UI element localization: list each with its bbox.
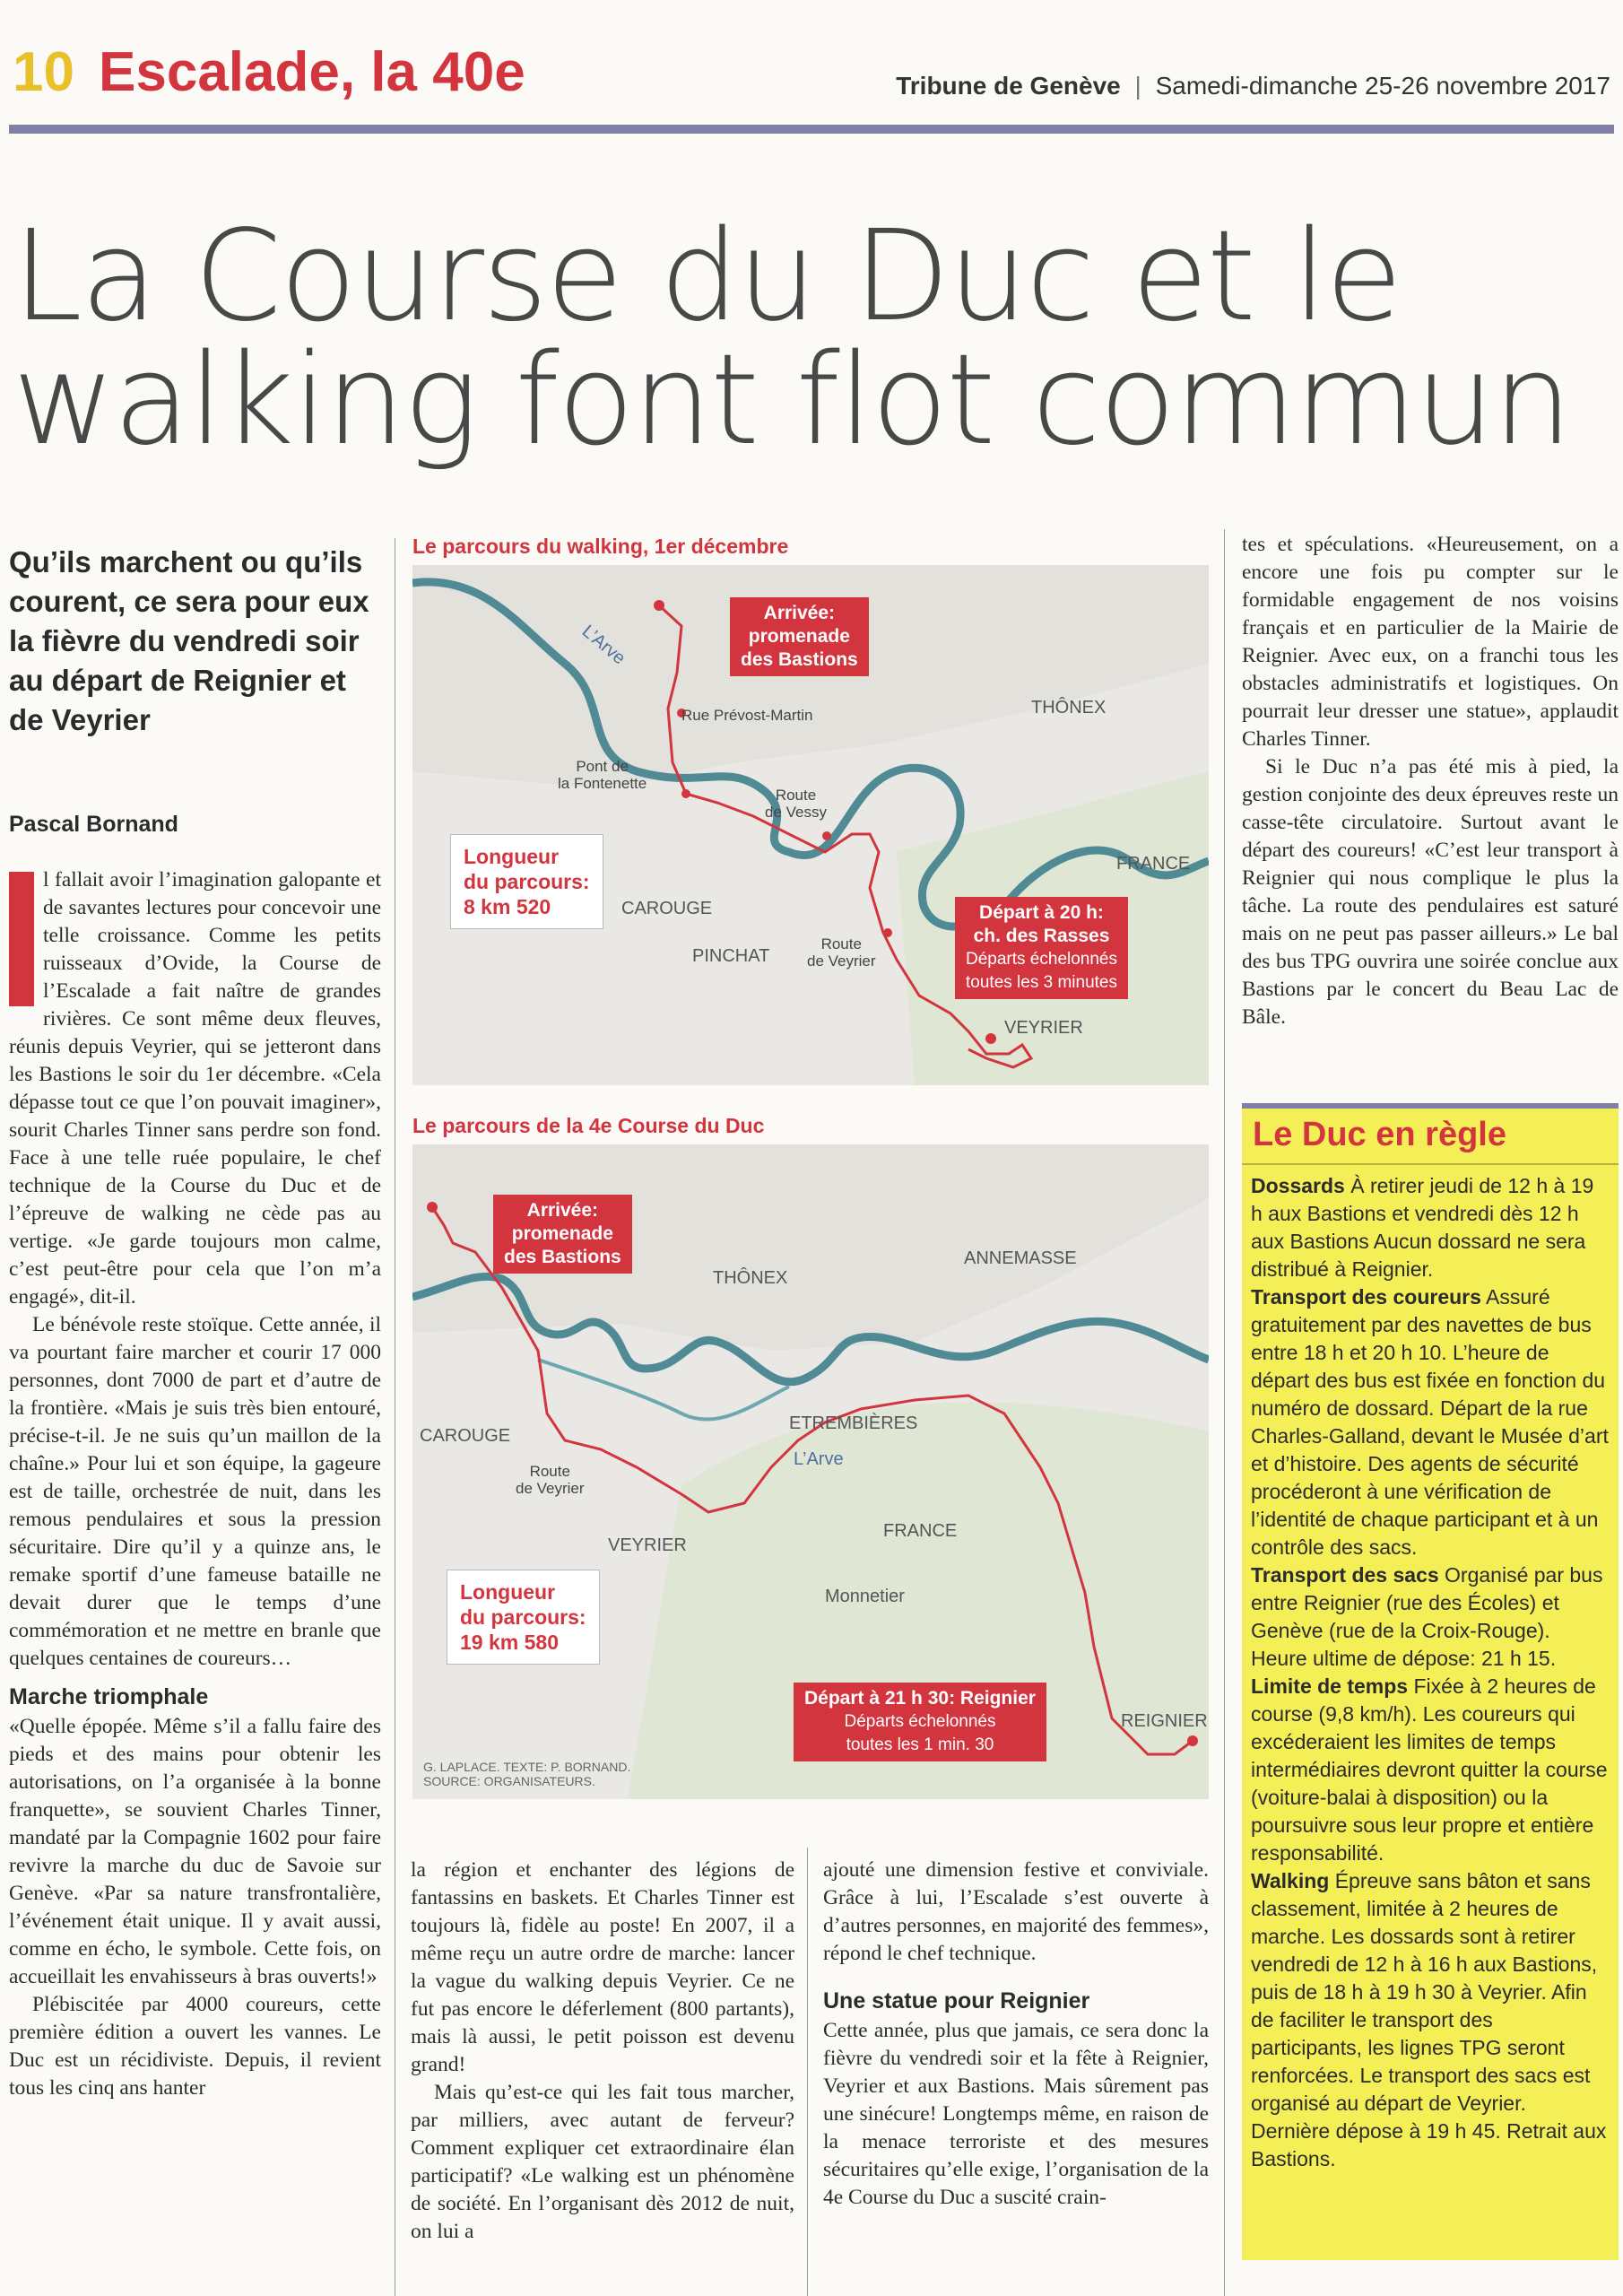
headline [13, 204, 1609, 474]
map1-france-label: FRANCE [1116, 854, 1191, 874]
paragraph: tes et spéculations. «Heureusement, on a encore une fois pu compter sur le formidable engagement de nos voisins français et en particulier de la Mairie de Reignier. Avec eux, on a franchi tous les obstacles administratifs et logistiques. On pourrait leur dresser une statue», applaudit Charles Tinner. [1242, 533, 1619, 751]
paragraph: l fallait avoir l’imagination galopante et de savantes lectures pour concevoir une telle croissance. Comme les petits ruisseaux d’Ovide, la Course de l’Escalade a fait naître de grandes rivières. Ce sont même deux fleuves, réunis depuis Veyrier, qui se jetteront dans les Bastions le soir du 1er décembre. «Cela dépasse tout ce que l’on pouvait imaginer», sourit Charles Tinner sans perdre son fond. Face à une telle ruée populaire, le chef technique de la Course du Duc et de l’épreuve de walking ne cède pas au vertige. «Je garde toujours mon calme, c’est peut-être pour cela que l’on m’a engagé», dit-il. [9, 868, 381, 1309]
route-marker [681, 789, 690, 798]
finish-marker [654, 600, 664, 611]
callout-line: ch. des Rasses [973, 926, 1110, 946]
map1-pont-label: Pont de la Fontenette [558, 758, 647, 792]
map1-route-veyrier-label: Route de Veyrier [807, 935, 876, 970]
walking-route-map [412, 565, 1209, 1085]
callout-line: Départs échelonnés [966, 950, 1117, 969]
map1-carouge-label: CAROUGE [621, 899, 713, 918]
paragraph: «Quelle épopée. Même s’il a fallu faire des pieds et des mains pour obtenir les autorisations, on l’a organisée à la bonne franquette», se souvient Charles Tinner, mandaté par la Compagnie 1602 pour faire revivre la marche du duc de Savoie sur Genève. «Par sa nature transfrontalière, l’événement était unique. Il y avait aussi, comme en écho, le symbole. Cette fois, on accueillait les envahisseurs à bras ouverts!» [9, 1715, 381, 1988]
paragraph: Plébiscitée par 4000 coureurs, cette première édition a ouvert les vannes. Le Duc est un récidiviste. Depuis, il revient tous les cinq ans hanter [9, 1993, 381, 2100]
sidebar-item [1251, 1172, 1610, 1283]
map2-start-callout [794, 1683, 1046, 1761]
column-divider [1224, 529, 1225, 2296]
map2-annemasse-label: ANNEMASSE [964, 1248, 1077, 1268]
length-label: Longueur du parcours: [460, 1580, 586, 1629]
map1-street-label: Rue Prévost-Martin [681, 707, 813, 724]
map2-route-veyrier-label: Route de Veyrier [516, 1463, 585, 1497]
sidebar-term: Walking [1251, 1869, 1330, 1892]
subhead-marche-triomphale: Marche triomphale [9, 1684, 209, 1709]
paragraph: Mais qu’est-ce qui les fait tous marcher, par milliers, avec autant de ferveur? Comment expliquer cet extraordinaire élan participatif? «Le walking est un phénomène de société. En l’organisant dès 2012 de nuit, on lui a [411, 2081, 794, 2243]
callout-line: Arrivée: [526, 1200, 599, 1221]
page-number: 10 [13, 41, 74, 103]
masthead [896, 72, 1610, 100]
start-marker [985, 1033, 996, 1044]
headline-line-1: La Course du Duc et le [13, 204, 1402, 350]
length-value: 8 km 520 [464, 895, 551, 918]
callout-line: promenade [748, 626, 850, 647]
sidebar-item [1251, 1673, 1610, 1867]
finish-marker [427, 1202, 438, 1213]
map1-pinchat-label: PINCHAT [692, 946, 770, 966]
map1-veyrier-label: VEYRIER [1004, 1018, 1083, 1038]
map2-carouge-label: CAROUGE [420, 1426, 511, 1446]
course-du-duc-map [412, 1144, 1209, 1799]
byline: Pascal Bornand [9, 812, 178, 837]
route-marker [883, 928, 892, 937]
start-marker [1187, 1735, 1198, 1746]
map1-start-callout [955, 897, 1128, 999]
map1-title: Le parcours du walking, 1er décembre [412, 535, 789, 558]
route-marker [822, 831, 831, 840]
sidebar-term: Limite de temps [1251, 1674, 1409, 1698]
section-title: Escalade, la 40e [99, 41, 525, 103]
paragraph: Cette année, plus que jamais, ce sera donc la fièvre du vendredi soir et la fête à Reignier, Veyrier et aux Bastions. Mais sûrement pas une sinécure! Longtemps même, en raison de la menace terroriste et des mesures sécuritaires qu’elle exige, l’organisation de la 4e Course du Duc a suscité crain- [823, 2019, 1209, 2209]
callout-line: toutes les 1 min. 30 [846, 1735, 994, 1754]
masthead-separator: | [1134, 72, 1141, 100]
map2-monnetier-label: Monnetier [825, 1587, 905, 1606]
sidebar-item [1251, 1867, 1610, 2173]
callout-line: Départ à 20 h: [979, 902, 1104, 923]
header-rule [9, 125, 1614, 134]
map2-finish-callout [493, 1195, 632, 1274]
sidebar-body [1242, 1165, 1619, 2173]
map1-thonex-label: THÔNEX [1031, 698, 1107, 718]
map-credit: G. LAPLACE. TEXTE: P. BORNAND. SOURCE: ORGANISATEURS. [423, 1760, 631, 1788]
paragraph: ajouté une dimension festive et conviviale. Grâce à lui, l’Escalade s’est ouverte à d’autres personnes, en majorité des femmes», répond le chef technique. [823, 1858, 1209, 1965]
sidebar-item [1251, 1561, 1610, 1673]
column-2 [411, 1857, 794, 2246]
sidebar-term: Dossards [1251, 1174, 1345, 1197]
map1-route-vessy-label: Route de Vessy [765, 787, 827, 821]
sidebar-title: Le Duc en règle [1242, 1103, 1619, 1165]
newspaper-name: Tribune de Genève [896, 72, 1121, 100]
callout-line: Départ à 21 h 30: Reignier [804, 1688, 1036, 1709]
column-3 [823, 1857, 1209, 2212]
length-label: Longueur du parcours: [464, 845, 590, 893]
callout-line: des Bastions [741, 649, 858, 670]
callout-line: des Bastions [504, 1247, 621, 1267]
map2-river-label: L’Arve [794, 1449, 844, 1469]
sidebar-text: Organisé par bus entre Reignier (rue des Écoles) et Genève (rue de la Croix-Rouge). Heure ultime de dépose: 21 h 15. [1251, 1563, 1603, 1670]
sidebar-text: Épreuve sans bâton et sans classement, limitée à 2 heures de marche. Les dossards sont à retirer vendredi de 12 h à 16 h aux Bastions, puis de 18 h à 19 h 30 à Veyrier. Afin de faciliter le transport des participants, les lignes TPG seront renforcées. Le transport des sacs est organisé au départ de Veyrier. Dernière dépose à 19 h 45. Retrait aux Bastions. [1251, 1869, 1607, 2170]
map2-etrembieres-label: ETREMBIÈRES [789, 1413, 918, 1433]
drop-cap-bar [9, 872, 34, 1006]
callout-line: promenade [511, 1223, 613, 1244]
subhead-statue: Une statue pour Reignier [823, 1988, 1090, 2013]
paragraph: Si le Duc n’a pas été mis à pied, la gestion conjointe des deux épreuves reste un casse-tête circulatoire. Surtout avant le départ des coureurs! «C’est leur transport à Reignier qui nous complique le plus la tâche. La route des pendulaires est saturé mais on ne peut pas passer ailleurs.» Le bal des bus TPG ouvrira une soirée conclue aux Bastions par le concert du Beau Lac de Bâle. [1242, 755, 1619, 1029]
map2-thonex-label: THÔNEX [713, 1268, 788, 1288]
callout-line: Arrivée: [763, 603, 836, 623]
map1-length-box [450, 834, 603, 929]
map2-reignier-label: REIGNIER [1121, 1711, 1208, 1731]
callout-line: toutes les 3 minutes [966, 973, 1117, 992]
sidebar-text: À retirer jeudi de 12 h à 19 h aux Bastions et vendredi dès 12 h aux Bastions Aucun dossard ne sera distribué à Reignier. [1251, 1174, 1594, 1281]
headline-line-2: walking font flot commun [13, 327, 1571, 474]
callout-line: Départs échelonnés [844, 1712, 996, 1731]
column-4 [1242, 531, 1619, 1031]
issue-date: Samedi-dimanche 25-26 novembre 2017 [1155, 72, 1610, 100]
sidebar-term: Transport des coureurs [1251, 1285, 1481, 1309]
paragraph: la région et enchanter des légions de fantassins en baskets. Et Charles Tinner est toujours là, fidèle au poste! En 2007, il a même reçu un autre ordre de marche: lancer la vague du walking depuis Veyrier. Ce ne fut pas encore le déferlement (800 partants), mais là aussi, le petit poisson est devenu grand! [411, 1858, 794, 2076]
map2-length-box [447, 1570, 600, 1665]
length-value: 19 km 580 [460, 1631, 559, 1654]
article-deck: Qu’ils marchent ou qu’ils courent, ce sera pour eux la fièvre du vendredi soir au départ de Reignier et de Veyrier [9, 545, 369, 736]
sidebar-term: Transport des sacs [1251, 1563, 1439, 1587]
column-divider [807, 1848, 808, 2296]
sidebar-text: Fixée à 2 heures de course (9,8 km/h). Les coureurs qui excéderaient les limites de temps intermédiaires devront quitter la course (voiture-balai à disposition) ou la poursuivre sous leur propre et entière responsabilité. [1251, 1674, 1608, 1865]
column-1 [9, 866, 381, 2102]
map2-france-label: FRANCE [883, 1521, 958, 1541]
paragraph: Le bénévole reste stoïque. Cette année, il va pourtant faire marcher et courir 17 000 personnes, dont 7000 de part et d’autre de la frontière. «Mais je suis très bien entouré, précise-t-il. Je ne suis qu’un maillon de la chaîne.» Pour lui et son équipe, la gageure est de taille, orchestrée de nuit, dans les remous pendulaires et sous la pression sécuritaire. Dire qu’il y a quinze ans, le remake sportif d’une fameuse bataille ne devait durer que le temps d’une commémoration et ne mettre en branle que quelques centaines de coureurs… [9, 1313, 381, 1670]
map1-finish-callout [730, 597, 869, 676]
info-sidebar [1242, 1103, 1619, 2260]
sidebar-item [1251, 1283, 1610, 1561]
sidebar-text: Assuré gratuitement par des navettes de bus entre 18 h et 20 h 10. L’heure de départ des bus est fixée en fonction du numéro de dossard. Départ de la rue Charles-Galland, devant le Musée d’art et d’histoire. Des agents de sécurité procéderont à une vérification de l’identité de chaque participant et à un contrôle des sacs. [1251, 1285, 1609, 1559]
map1-river-label: L’Arve [577, 621, 629, 669]
map2-veyrier-label: VEYRIER [608, 1535, 687, 1555]
map2-title: Le parcours de la 4e Course du Duc [412, 1114, 765, 1137]
